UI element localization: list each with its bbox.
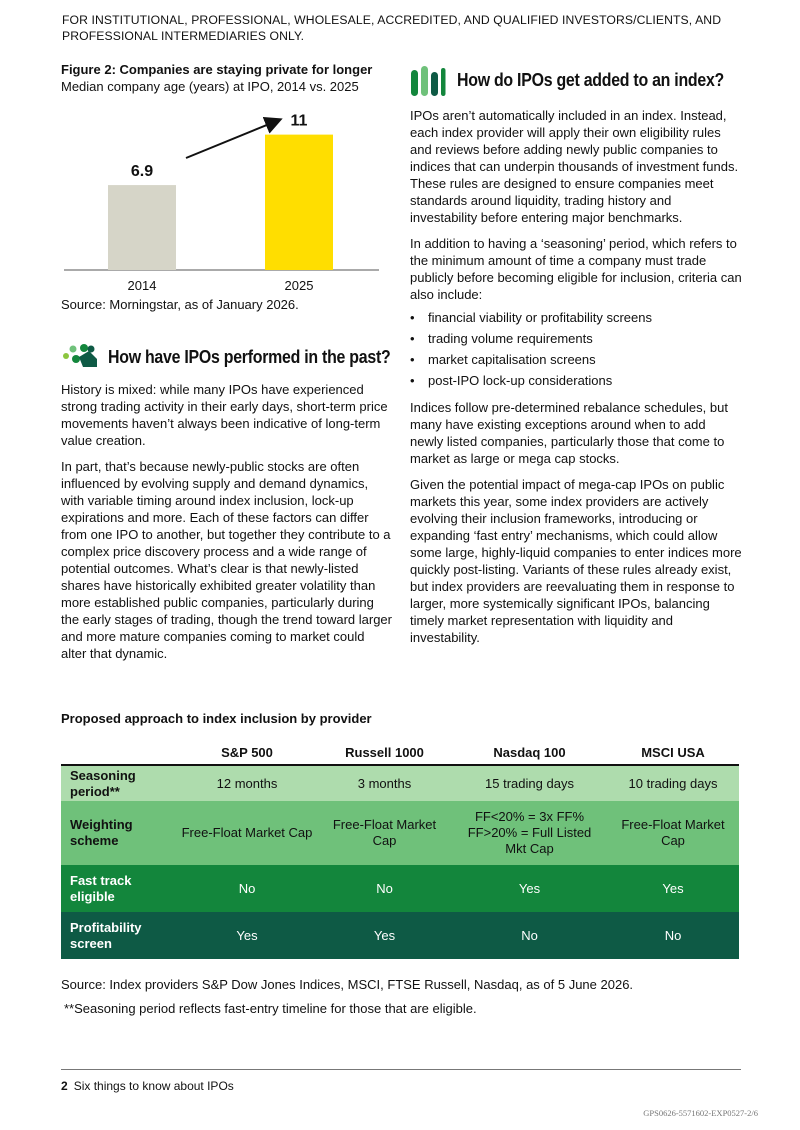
list-item: • post-IPO lock-up considerations <box>410 370 742 391</box>
data-label: 11 <box>290 112 308 130</box>
figure-source: Source: Morningstar, as of January 2026. <box>61 297 299 312</box>
table-row <box>61 912 739 959</box>
bar-2025 <box>265 135 333 270</box>
table-cell: No <box>238 880 256 896</box>
table-cell: No <box>376 880 393 896</box>
table-cell: No <box>664 927 682 943</box>
row-header: Weighting scheme <box>70 817 133 848</box>
x-tick-label: 2014 <box>127 278 157 293</box>
table-cell: Yes <box>373 927 396 943</box>
figure-subtitle: Median company age (years) at IPO, 2014 vs. 2025 <box>61 79 359 94</box>
table-cell: Yes <box>236 927 258 943</box>
column-header: Russell 1000 <box>345 744 424 760</box>
table-cell: Yes <box>518 880 541 896</box>
document-code: GPS0626-5571602-EXP0527-2/6 <box>643 1108 758 1118</box>
page-number: 2 <box>61 1079 68 1093</box>
paragraph: History is mixed: while many IPOs have experienced strong trading activity in their early days, short-term price movements haven’t always been indicative of long-term value creation. <box>61 382 388 448</box>
row-header: Fast track eligible <box>70 872 132 904</box>
paragraph: In addition to having a ‘seasoning’ period, which refers to the minimum amount of time a company must trade publicly before becoming eligible for inclusion, criteria can also include: <box>410 236 742 302</box>
bar-chart <box>61 96 391 296</box>
people-cluster-icon <box>61 343 99 369</box>
left-column-text <box>61 381 393 671</box>
x-tick-label: 2025 <box>284 278 314 293</box>
table-cell: No <box>521 927 538 943</box>
index-bars-icon <box>410 64 446 98</box>
table-cell: Free-Float Market Cap <box>332 817 437 848</box>
list-item: • trading volume requirements <box>410 328 742 349</box>
paragraph: In part, that’s because newly-public stocks are often influenced by evolving supply and demand dynamics, with variable timing around index inclusion, lock-up expirations and more. Each of these factors can differ from one IPO to another, but together they contribute to a complex price discovery process and a wide range of potential outcomes. What’s clear is that newly-listed shares have historically exhibited greater volatility than more established public companies, particularly during the early stages of trading, though the trend toward larger and more mature companies coming to market could alter that dynamic. <box>61 459 392 661</box>
list-item: • financial viability or profitability screens <box>410 307 742 328</box>
table-cell: 3 months <box>357 775 412 791</box>
heading-ipo-performance: How have IPOs performed in the past? <box>108 346 391 367</box>
heading-index-addition: How do IPOs get added to an index? <box>457 69 725 90</box>
criteria-list <box>410 307 742 391</box>
row-header: Profitability screen <box>70 919 142 951</box>
table-footnote: **Seasoning period reflects fast-entry timeline for those that are eligible. <box>64 1001 477 1016</box>
row-header: Seasoning period** <box>70 767 136 799</box>
disclaimer: FOR INSTITUTIONAL, PROFESSIONAL, WHOLESALE, ACCREDITED, AND QUALIFIED INVESTORS/CLIENTS, AND PROFESSIONAL INTERMEDIARIES ONLY. <box>62 13 722 43</box>
table-header-row <box>61 740 739 765</box>
figure-title: Figure 2: Companies are staying private for longer <box>61 62 373 77</box>
column-header: Nasdaq 100 <box>493 744 566 760</box>
column-header: MSCI USA <box>641 744 705 760</box>
table-row <box>61 765 739 801</box>
table-cell: FF<20% = 3x FF% FF>20% = Full Listed Mkt Cap <box>467 809 592 856</box>
table-row <box>61 801 739 865</box>
footer <box>61 1079 234 1093</box>
right-column-text <box>410 107 742 655</box>
table-cell: 10 trading days <box>628 775 718 791</box>
column-header: S&P 500 <box>221 744 273 760</box>
table-cell: Free-Float Market Cap <box>621 817 725 848</box>
paragraph: Given the potential impact of mega-cap IPOs on public markets this year, some index providers are actively evolving their inclusion frameworks, introducing or expanding ‘fast entry’ mechanisms, which could allow some large, highly-liquid companies to enter indices more quickly post-listing. Variants of these rules already exist, but index providers are reevaluating them in response to larger, more systemically significant IPOs, balancing timely market representation with liquidity and investability. <box>410 477 742 645</box>
table-cell: Yes <box>662 880 684 896</box>
data-label: 6.9 <box>130 163 154 181</box>
table-cell: 15 trading days <box>485 775 574 791</box>
footer-divider <box>61 1069 741 1070</box>
paragraph: Indices follow pre-determined rebalance schedules, but many have existing exceptions around when to add newly listed companies, particularly those that come to market as large or mega cap stocks. <box>410 400 728 466</box>
table-title: Proposed approach to index inclusion by provider <box>61 711 372 726</box>
document-title: Six things to know about IPOs <box>73 1079 234 1093</box>
table-row <box>61 865 739 912</box>
table-cell: Free-Float Market Cap <box>181 825 313 840</box>
bar-2014 <box>108 185 176 270</box>
table-source: Source: Index providers S&P Dow Jones Indices, MSCI, FTSE Russell, Nasdaq, as of 5 June 2026. <box>61 977 634 992</box>
index-inclusion-table <box>61 740 739 959</box>
table-cell: 12 months <box>216 775 278 791</box>
paragraph: IPOs aren’t automatically included in an index. Instead, each index provider will apply their own eligibility rules and reviews before adding newly public companies to indices that can underpin thousands of investment funds. These rules are designed to ensure companies meet standards around liquidity, trading history and investability before entering major benchmarks. <box>410 108 739 225</box>
header-corner <box>61 740 177 765</box>
list-item: • market capitalisation screens <box>410 349 742 370</box>
